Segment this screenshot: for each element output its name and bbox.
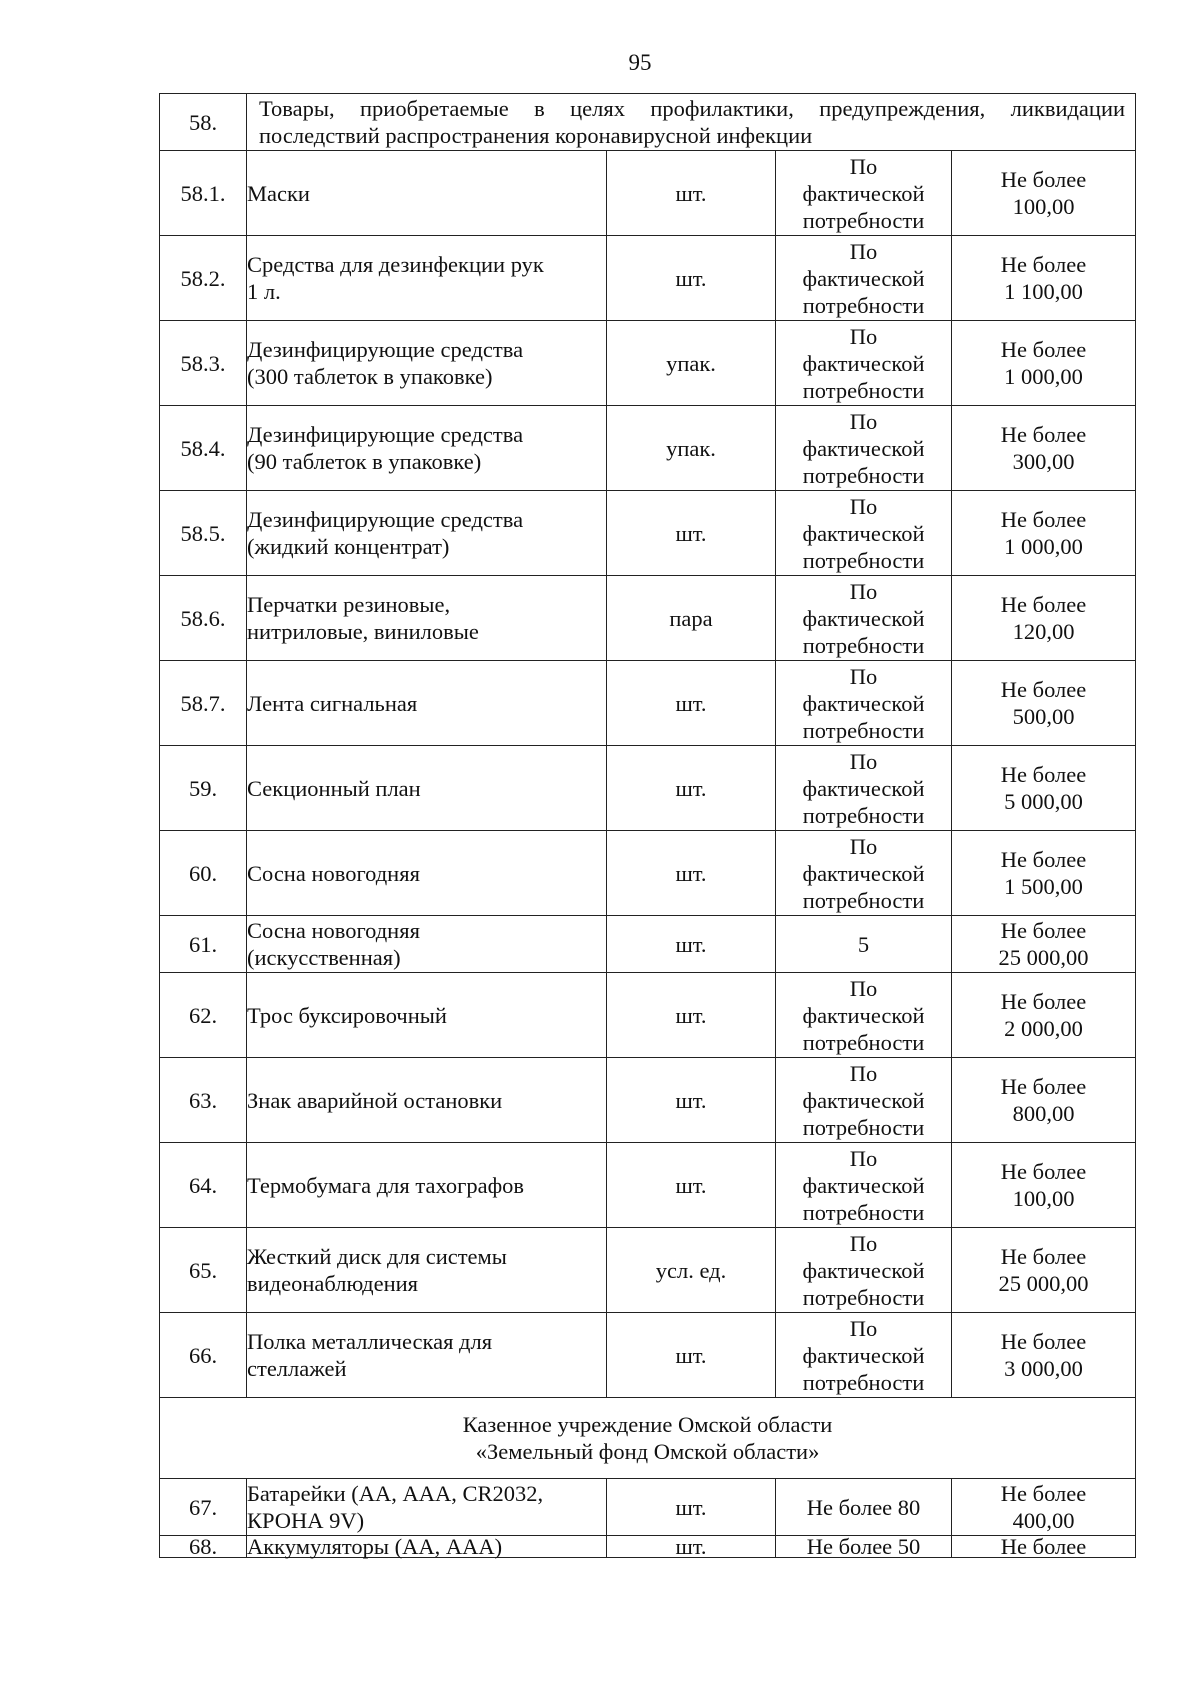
item-number-cell: 65. — [160, 1228, 247, 1313]
item-name-cell — [247, 916, 607, 973]
item-number-cell: 68. — [160, 1536, 247, 1558]
item-quantity-cell — [776, 1313, 952, 1398]
item-unit-cell: усл. ед. — [607, 1228, 776, 1313]
item-quantity-cell — [776, 1228, 952, 1313]
section-heading-cell — [160, 1398, 1136, 1479]
item-price-cell — [952, 1228, 1136, 1313]
table-row — [160, 916, 1136, 973]
item-number-cell: 58.5. — [160, 491, 247, 576]
item-name-cell-text: Дезинфицирующие средства (90 таблеток в упаковке) — [247, 422, 524, 474]
item-price-cell-text: Не более 25 000,00 — [998, 1244, 1089, 1296]
item-name-cell-text: Средства для дезинфекции рук 1 л. — [247, 252, 544, 304]
item-name-cell-text: Сосна новогодняя — [247, 860, 420, 886]
item-unit-cell: шт. — [607, 151, 776, 236]
item-price-cell-text: Не более 2 000,00 — [1000, 989, 1087, 1041]
item-name-cell — [247, 1143, 607, 1228]
section-heading-text: Казенное учреждение Омской области «Земельный фонд Омской области» — [462, 1412, 833, 1464]
item-unit-cell: шт. — [607, 1143, 776, 1228]
item-unit-cell: шт. — [607, 661, 776, 746]
item-name-cell — [247, 973, 607, 1058]
table-row — [160, 1313, 1136, 1398]
item-price-cell — [952, 1479, 1136, 1536]
item-quantity-cell-text: По фактической потребности — [802, 663, 925, 743]
item-number-cell: 58.7. — [160, 661, 247, 746]
item-name-cell — [247, 236, 607, 321]
table-row — [160, 1143, 1136, 1228]
page-number: 95 — [628, 50, 652, 75]
item-price-cell — [952, 746, 1136, 831]
item-number-cell: 58.3. — [160, 321, 247, 406]
item-price-cell — [952, 916, 1136, 973]
item-price-cell — [952, 491, 1136, 576]
item-price-cell — [952, 236, 1136, 321]
item-name-cell — [247, 321, 607, 406]
item-name-cell-text: Дезинфицирующие средства (300 таблеток в упаковке) — [247, 337, 524, 389]
goods-table — [159, 93, 1136, 1558]
item-name-cell — [247, 576, 607, 661]
item-quantity-cell — [776, 236, 952, 321]
item-number-cell: 60. — [160, 831, 247, 916]
item-price-cell-text: Не более 5 000,00 — [1000, 762, 1087, 814]
item-name-cell-text: Полка металлическая для стеллажей — [247, 1329, 493, 1381]
item-price-cell-text: Не более 100,00 — [1000, 167, 1087, 219]
item-name-cell-text: Трос буксировочный — [247, 1002, 447, 1028]
item-name-cell — [247, 746, 607, 831]
item-quantity-cell — [776, 746, 952, 831]
item-quantity-cell-text: 5 — [857, 931, 870, 957]
table-row — [160, 831, 1136, 916]
item-number-cell: 61. — [160, 916, 247, 973]
item-price-cell — [952, 151, 1136, 236]
group-heading-text: Товары, приобретаемые в целях профилактики, предупреждения, ликвидации последствий распространения коронавирусной инфекции — [259, 96, 1126, 148]
group-heading-number: 58. — [160, 94, 247, 151]
item-price-cell-text: Не более 400,00 — [1000, 1481, 1087, 1533]
item-name-cell-text: Знак аварийной остановки — [247, 1087, 503, 1113]
item-quantity-cell-text: Не более 80 — [806, 1494, 921, 1520]
item-quantity-cell-text: По фактической потребности — [802, 833, 925, 913]
table-row — [160, 1479, 1136, 1536]
item-unit-cell: шт. — [607, 831, 776, 916]
item-price-cell-text: Не более 300,00 — [1000, 422, 1087, 474]
item-number-cell: 58.1. — [160, 151, 247, 236]
item-quantity-cell-text: По фактической потребности — [802, 238, 925, 318]
item-name-cell — [247, 151, 607, 236]
item-price-cell-text: Не более — [1000, 1534, 1087, 1559]
item-name-cell — [247, 661, 607, 746]
item-number-cell: 58.6. — [160, 576, 247, 661]
item-quantity-cell-text: По фактической потребности — [802, 1315, 925, 1395]
item-price-cell-text: Не более 500,00 — [1000, 677, 1087, 729]
item-name-cell-text: Секционный план — [247, 775, 421, 801]
item-quantity-cell-text: По фактической потребности — [802, 1145, 925, 1225]
item-quantity-cell — [776, 576, 952, 661]
item-price-cell — [952, 1143, 1136, 1228]
table-row — [160, 1228, 1136, 1313]
item-quantity-cell-text: По фактической потребности — [802, 748, 925, 828]
item-quantity-cell-text: По фактической потребности — [802, 408, 925, 488]
item-price-cell-text: Не более 1 000,00 — [1000, 507, 1087, 559]
item-quantity-cell — [776, 406, 952, 491]
item-unit-cell: шт. — [607, 746, 776, 831]
table-row — [160, 321, 1136, 406]
item-name-cell-text: Аккумуляторы (АА, ААА) — [247, 1534, 503, 1559]
item-price-cell-text: Не более 3 000,00 — [1000, 1329, 1087, 1381]
table-row — [160, 576, 1136, 661]
item-unit-cell: шт. — [607, 916, 776, 973]
table-row — [160, 1536, 1136, 1558]
item-quantity-cell — [776, 1479, 952, 1536]
table-row — [160, 746, 1136, 831]
item-name-cell-text: Лента сигнальная — [247, 690, 418, 716]
item-number-cell: 66. — [160, 1313, 247, 1398]
item-number-cell: 58.4. — [160, 406, 247, 491]
item-unit-cell: пара — [607, 576, 776, 661]
item-unit-cell: шт. — [607, 973, 776, 1058]
item-price-cell — [952, 973, 1136, 1058]
item-quantity-cell-text: По фактической потребности — [802, 975, 925, 1055]
item-quantity-cell — [776, 1143, 952, 1228]
item-price-cell — [952, 321, 1136, 406]
item-quantity-cell — [776, 1536, 952, 1558]
item-price-cell — [952, 831, 1136, 916]
item-price-cell — [952, 406, 1136, 491]
item-quantity-cell-text: По фактической потребности — [802, 493, 925, 573]
item-name-cell-text: Термобумага для тахографов — [247, 1172, 525, 1198]
item-price-cell-text: Не более 100,00 — [1000, 1159, 1087, 1211]
table-row — [160, 491, 1136, 576]
item-unit-cell: упак. — [607, 406, 776, 491]
item-number-cell: 59. — [160, 746, 247, 831]
item-name-cell — [247, 1058, 607, 1143]
item-quantity-cell — [776, 916, 952, 973]
goods-table-body — [160, 94, 1136, 1558]
item-name-cell-text: Маски — [247, 180, 310, 206]
item-name-cell — [247, 1536, 607, 1558]
item-price-cell-text: Не более 1 500,00 — [1000, 847, 1087, 899]
item-price-cell — [952, 576, 1136, 661]
item-price-cell-text: Не более 800,00 — [1000, 1074, 1087, 1126]
item-price-cell — [952, 1536, 1136, 1558]
item-name-cell — [247, 491, 607, 576]
item-price-cell-text: Не более 1 100,00 — [1000, 252, 1087, 304]
item-unit-cell: шт. — [607, 1479, 776, 1536]
item-name-cell-text: Дезинфицирующие средства (жидкий концентрат) — [247, 507, 524, 559]
item-number-cell: 62. — [160, 973, 247, 1058]
item-quantity-cell-text: Не более 50 — [806, 1534, 921, 1559]
item-unit-cell: шт. — [607, 1536, 776, 1558]
table-row — [160, 151, 1136, 236]
item-quantity-cell-text: По фактической потребности — [802, 323, 925, 403]
item-quantity-cell-text: По фактической потребности — [802, 1230, 925, 1310]
item-name-cell-text: Жесткий диск для системы видеонаблюдения — [247, 1244, 507, 1296]
item-unit-cell: упак. — [607, 321, 776, 406]
item-quantity-cell — [776, 973, 952, 1058]
item-quantity-cell — [776, 491, 952, 576]
item-number-cell: 64. — [160, 1143, 247, 1228]
item-quantity-cell — [776, 151, 952, 236]
item-number-cell: 67. — [160, 1479, 247, 1536]
item-quantity-cell-text: По фактической потребности — [802, 578, 925, 658]
item-unit-cell: шт. — [607, 236, 776, 321]
table-row — [160, 236, 1136, 321]
item-price-cell-text: Не более 25 000,00 — [998, 918, 1089, 970]
item-unit-cell: шт. — [607, 1058, 776, 1143]
item-quantity-cell — [776, 321, 952, 406]
item-price-cell — [952, 1058, 1136, 1143]
item-price-cell-text: Не более 1 000,00 — [1000, 337, 1087, 389]
item-unit-cell: шт. — [607, 1313, 776, 1398]
item-name-cell — [247, 1479, 607, 1536]
group-heading-row — [160, 94, 1136, 151]
item-number-cell: 58.2. — [160, 236, 247, 321]
table-row — [160, 1058, 1136, 1143]
item-quantity-cell — [776, 661, 952, 746]
item-name-cell-text: Перчатки резиновые, нитриловые, виниловые — [247, 592, 479, 644]
table-row — [160, 661, 1136, 746]
item-quantity-cell — [776, 1058, 952, 1143]
item-price-cell-text: Не более 120,00 — [1000, 592, 1087, 644]
group-heading-cell — [247, 94, 1136, 151]
item-name-cell-text: Батарейки (АА, ААА, CR2032, КРОНА 9V) — [247, 1481, 544, 1533]
item-number-cell: 63. — [160, 1058, 247, 1143]
item-price-cell — [952, 661, 1136, 746]
table-row — [160, 973, 1136, 1058]
item-name-cell — [247, 1228, 607, 1313]
item-quantity-cell-text: По фактической потребности — [802, 153, 925, 233]
item-name-cell-text: Сосна новогодняя (искусственная) — [247, 918, 420, 970]
item-name-cell — [247, 1313, 607, 1398]
item-price-cell — [952, 1313, 1136, 1398]
item-quantity-cell — [776, 831, 952, 916]
section-heading-row — [160, 1398, 1136, 1479]
item-name-cell — [247, 406, 607, 491]
item-name-cell — [247, 831, 607, 916]
item-unit-cell: шт. — [607, 491, 776, 576]
item-quantity-cell-text: По фактической потребности — [802, 1060, 925, 1140]
table-row — [160, 406, 1136, 491]
